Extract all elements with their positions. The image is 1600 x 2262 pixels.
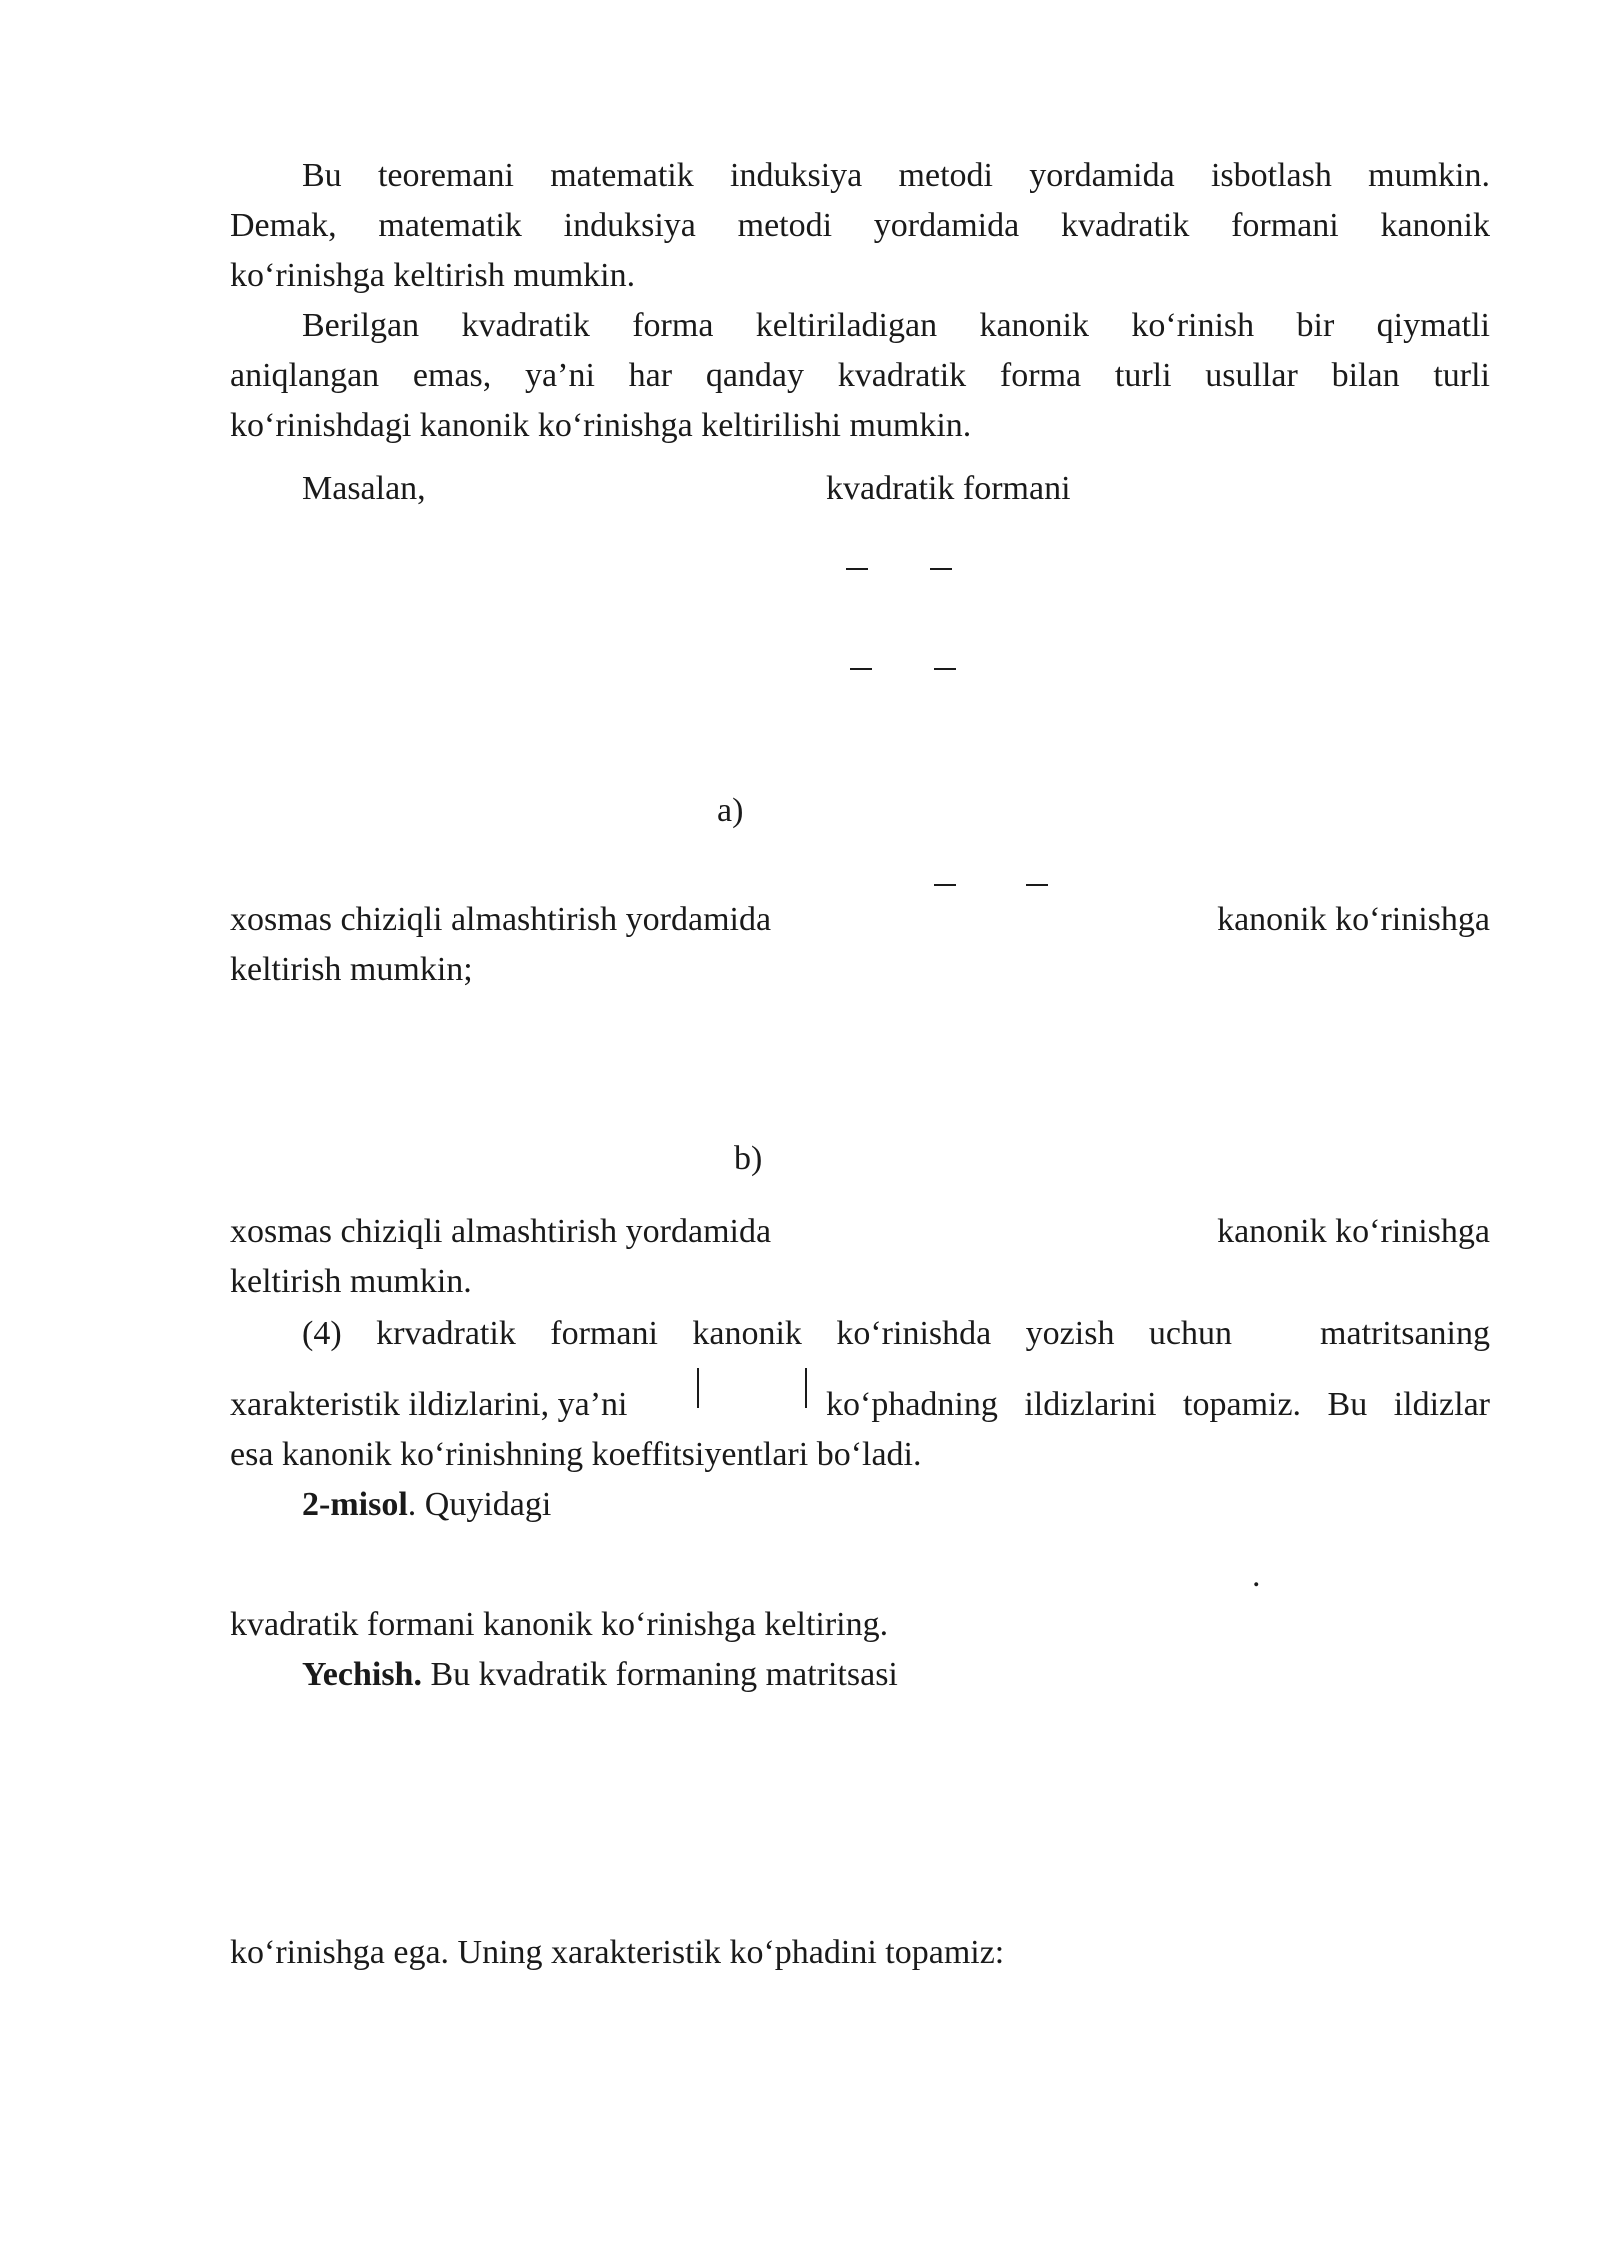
- p3-line1-right: matritsaning: [1320, 1315, 1490, 1352]
- misol-line: [302, 1480, 551, 1530]
- case-a-right-text: kanonik ko‘rinishga: [1217, 901, 1490, 938]
- p3-line1-left: (4) krvadratik formani kanonik ko‘rinishda yozish uchun: [302, 1315, 1232, 1352]
- misol-label: 2-misol: [302, 1486, 408, 1523]
- case-b-line2: keltirish mumkin.: [230, 1263, 472, 1300]
- final-line: ko‘rinishga ega. Uning xarakteristik ko‘phadini topamiz:: [230, 1934, 1005, 1971]
- case-a-marker: a): [717, 792, 744, 829]
- p1-line2: Demak, matematik induksiya metodi yordamida kvadratik formani kanonik: [230, 207, 1490, 244]
- formula-bar-mark: [930, 568, 952, 570]
- yechish-line: [302, 1650, 898, 1700]
- case-a-left-text: xosmas chiziqli almashtirish yordamida: [230, 901, 772, 938]
- formula-bar-mark: [934, 884, 956, 886]
- formula-bar-mark: [846, 568, 868, 570]
- misol-period: .: [1252, 1557, 1261, 1594]
- case-a-line2: keltirish mumkin;: [230, 951, 473, 988]
- case-b-left-text: xosmas chiziqli almashtirish yordamida: [230, 1213, 772, 1250]
- case-b-marker: b): [734, 1140, 763, 1177]
- formula-bar-mark: [850, 668, 872, 670]
- misol-line2: kvadratik formani kanonik ko‘rinishga keltiring.: [230, 1606, 889, 1643]
- p3-line2-left: xarakteristik ildizlarini, ya’ni: [230, 1386, 628, 1423]
- example-lead: Masalan,: [302, 470, 426, 507]
- p1-line3: ko‘rinishga keltirish mumkin.: [230, 257, 636, 294]
- p2-line2: aniqlangan emas, ya’ni har qanday kvadratik forma turli usullar bilan turli: [230, 357, 1490, 394]
- yechish-text: Bu kvadratik formaning matritsasi: [421, 1656, 898, 1693]
- p1-line1: Bu teoremani matematik induksiya metodi yordamida isbotlash mumkin.: [302, 157, 1490, 194]
- example-form-label: kvadratik formani: [826, 470, 1071, 507]
- p3-line2-right: ko‘phadning ildizlarini topamiz. Bu ildizlar: [826, 1386, 1490, 1423]
- yechish-label: Yechish.: [302, 1656, 422, 1693]
- p3-line3: esa kanonik ko‘rinishning koeffitsiyentlari bo‘ladi.: [230, 1436, 922, 1473]
- p2-line3: ko‘rinishdagi kanonik ko‘rinishga keltirilishi mumkin.: [230, 407, 972, 444]
- determinant-left-bar: [697, 1368, 699, 1408]
- determinant-right-bar: [805, 1368, 807, 1408]
- case-b-right-text: kanonik ko‘rinishga: [1217, 1213, 1490, 1250]
- formula-bar-mark: [1026, 884, 1048, 886]
- p2-line1: Berilgan kvadratik forma keltiriladigan kanonik ko‘rinish bir qiymatli: [302, 307, 1490, 344]
- misol-text: . Quyidagi: [407, 1486, 552, 1523]
- formula-bar-mark: [934, 668, 956, 670]
